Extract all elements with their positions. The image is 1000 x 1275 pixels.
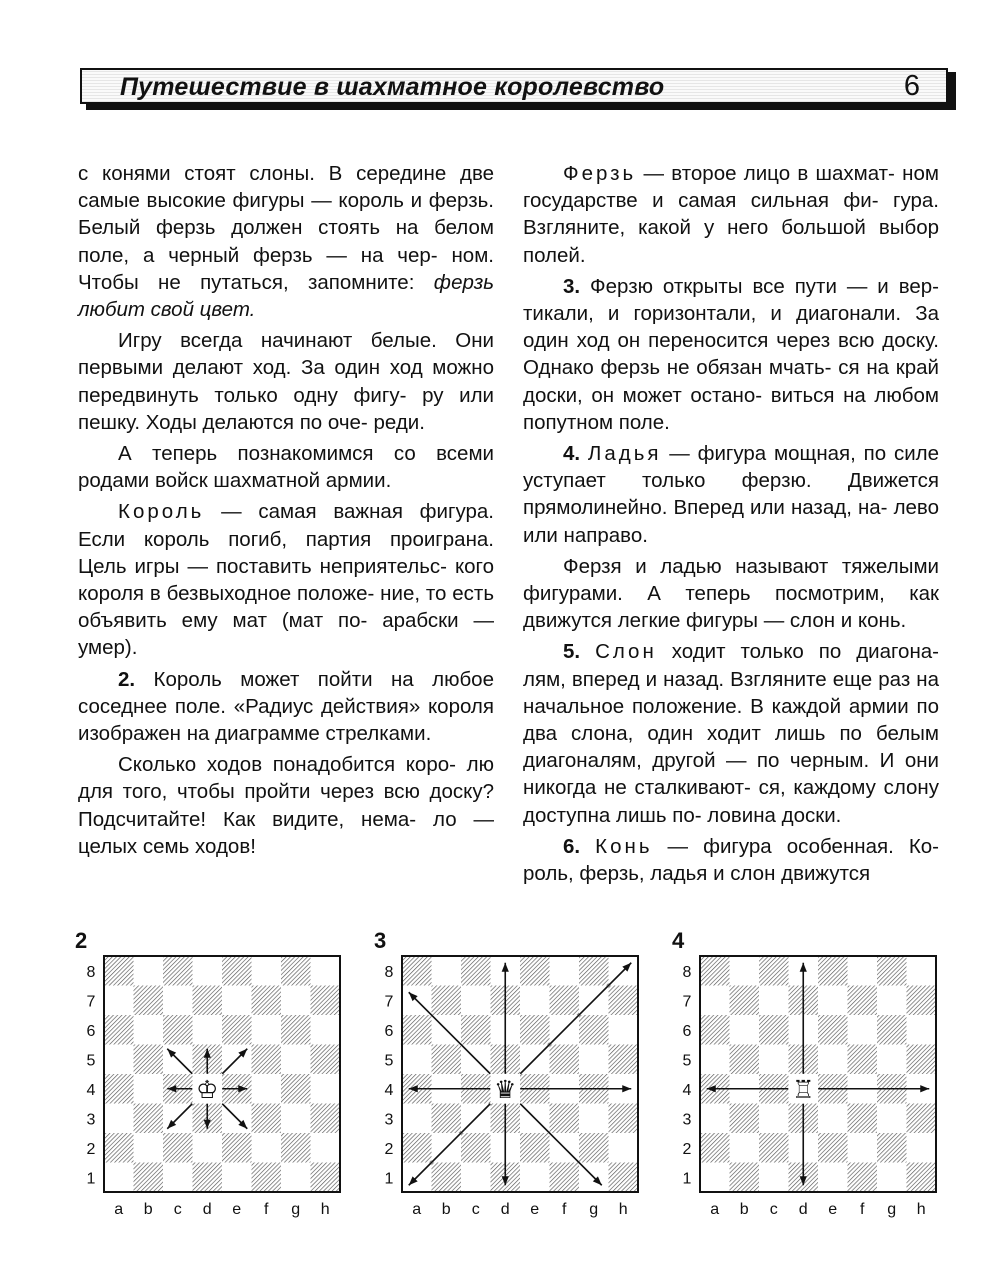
square-f4: [252, 1074, 282, 1104]
square-c2: [461, 1133, 491, 1163]
square-c8: [759, 956, 789, 986]
paragraph-pieces-placement: с конями стоят слоны. В середине две самые высокие фигуры — король и ферзь. Белый ферзь должен стоять на белом поле, а черный ферзь — на чер- ном. Чтобы не путаться, запомните: ферзь любит свой цвет.: [78, 162, 495, 322]
square-a2: [700, 1133, 730, 1163]
paragraph-king-count: Сколько ходов понадобится коро- лю для того, чтобы пройти через всю доску? Подсчитайте! Как видите, нема- ло — целых семь ходов!: [78, 753, 494, 858]
square-f3: [252, 1104, 282, 1134]
square-a5: [104, 1045, 134, 1075]
rank-label-6: 6: [682, 1022, 692, 1040]
file-label-h: h: [320, 1201, 330, 1218]
file-label-h: h: [916, 1201, 926, 1218]
square-c6: [759, 1015, 789, 1045]
square-h7: [609, 986, 639, 1016]
rank-label-8: 8: [682, 963, 692, 981]
square-e7: [520, 986, 550, 1016]
square-b8: [432, 956, 462, 986]
term-rook: Ладья: [587, 442, 662, 466]
square-c1: [163, 1163, 193, 1193]
right-column: [523, 160, 939, 887]
square-f1: [550, 1163, 580, 1193]
rank-label-3: 3: [86, 1111, 96, 1129]
file-label-b: b: [441, 1201, 451, 1218]
square-c8: [163, 956, 193, 986]
square-g2: [877, 1133, 907, 1163]
square-h6: [311, 1015, 341, 1045]
square-b3: [730, 1104, 760, 1134]
file-label-f: f: [860, 1201, 865, 1218]
square-f3: [848, 1104, 878, 1134]
square-h5: [907, 1045, 937, 1075]
square-c7: [163, 986, 193, 1016]
square-f6: [252, 1015, 282, 1045]
left-column: [78, 160, 494, 860]
square-h5: [609, 1045, 639, 1075]
square-h1: [907, 1163, 937, 1193]
square-b6: [134, 1015, 164, 1045]
square-a1: [104, 1163, 134, 1193]
rank-label-2: 2: [384, 1140, 394, 1158]
square-c8: [461, 956, 491, 986]
square-g3: [281, 1104, 311, 1134]
term-knight: Конь: [595, 834, 653, 858]
rank-label-6: 6: [384, 1022, 394, 1040]
rank-label-2: 2: [86, 1140, 96, 1158]
square-a7: [700, 986, 730, 1016]
square-e6: [818, 1015, 848, 1045]
rank-label-5: 5: [86, 1052, 96, 1070]
square-h1: [609, 1163, 639, 1193]
paragraph-king-moves: 2. Король может пойти на любое соседнее поле. «Радиус действия» короля изображен на диаграмме стрелками.: [78, 667, 494, 746]
square-c3: [759, 1104, 789, 1134]
paragraph-queen-moves: 3. Ферзю открыты все пути — и вер- тикали, и горизонтали, и диагонали. За один ход он переносится через всю доску. Однако ферзь не обязан мчать- ся на край доски, он может остано- виться на любом попутном поле.: [523, 274, 940, 434]
square-c1: [461, 1163, 491, 1193]
square-h1: [311, 1163, 341, 1193]
square-b4: [134, 1074, 164, 1104]
square-h6: [907, 1015, 937, 1045]
square-f6: [848, 1015, 878, 1045]
page-number: 6: [903, 70, 920, 102]
file-label-a: a: [412, 1201, 422, 1218]
square-h7: [311, 986, 341, 1016]
square-b7: [432, 986, 462, 1016]
square-b1: [432, 1163, 462, 1193]
square-g8: [579, 956, 609, 986]
square-h4: [311, 1074, 341, 1104]
square-b1: [134, 1163, 164, 1193]
rank-label-7: 7: [384, 993, 394, 1011]
square-g6: [281, 1015, 311, 1045]
square-a8: [104, 956, 134, 986]
paragraph-queen: Ферзь — второе лицо в шахмат- ном государстве и самая сильная фи- гура. Взгляните, какой у него большой выбор полей.: [523, 162, 939, 267]
file-label-b: b: [143, 1201, 153, 1218]
queen-icon: ♛: [494, 1074, 517, 1104]
square-c7: [759, 986, 789, 1016]
file-label-a: a: [710, 1201, 720, 1218]
rank-label-8: 8: [384, 963, 394, 981]
square-c6: [163, 1015, 193, 1045]
square-e1: [818, 1163, 848, 1193]
rank-label-2: 2: [682, 1140, 692, 1158]
rank-label-4: 4: [384, 1081, 394, 1099]
queen-color-rule: ферзь любит свой цвет.: [78, 270, 495, 322]
square-h8: [311, 956, 341, 986]
square-b5: [730, 1045, 760, 1075]
paragraph-bishop: 5. Слон ходит только по диагона- лям, вперед и назад. Взгляните еще раз на начальное положение. В каждой армии по два слона, один ходит лишь по белым диагоналям, другой — по черным. И они никогда не сталкивают- ся, каждому слону доступна лишь по- ловина доски.: [523, 640, 940, 827]
square-a7: [104, 986, 134, 1016]
square-e2: [818, 1133, 848, 1163]
page-header: [80, 68, 948, 104]
square-d7: [193, 986, 223, 1016]
rank-label-3: 3: [384, 1111, 394, 1129]
square-b8: [730, 956, 760, 986]
queen-diagram-board: [370, 950, 640, 1225]
rook-diagram-board: [668, 950, 938, 1225]
diagram-ref-3: 3.: [563, 274, 581, 298]
square-f5: [252, 1045, 282, 1075]
diagram-ref-6: 6.: [563, 834, 581, 858]
square-c5: [759, 1045, 789, 1075]
diagram-number-3: 3: [374, 928, 387, 953]
square-g8: [877, 956, 907, 986]
rank-label-8: 8: [86, 963, 96, 981]
file-label-d: d: [798, 1201, 808, 1218]
square-g6: [579, 1015, 609, 1045]
square-b7: [134, 986, 164, 1016]
square-d8: [193, 956, 223, 986]
file-label-c: c: [769, 1201, 778, 1218]
rank-label-1: 1: [682, 1170, 692, 1188]
square-f3: [550, 1104, 580, 1134]
file-label-d: d: [500, 1201, 510, 1218]
rank-label-7: 7: [86, 993, 96, 1011]
rank-label-5: 5: [682, 1052, 692, 1070]
square-b5: [432, 1045, 462, 1075]
square-c2: [163, 1133, 193, 1163]
square-g8: [281, 956, 311, 986]
square-h2: [311, 1133, 341, 1163]
square-b7: [730, 986, 760, 1016]
square-f8: [848, 956, 878, 986]
diagram-number-4: 4: [672, 928, 685, 953]
rank-label-5: 5: [384, 1052, 394, 1070]
square-b1: [730, 1163, 760, 1193]
square-f7: [550, 986, 580, 1016]
term-bishop: Слон: [595, 640, 657, 664]
paragraph-white-first: Игру всегда начинают белые. Они первыми делают ход. За один ход можно передвинуть только одну фигу- ру или пешку. Ходы делаются по оче- реди.: [78, 329, 495, 434]
king-diagram-board: [72, 950, 342, 1225]
square-d2: [193, 1133, 223, 1163]
file-label-g: g: [291, 1201, 301, 1218]
rank-label-3: 3: [682, 1111, 692, 1129]
square-e2: [222, 1133, 252, 1163]
square-g7: [877, 986, 907, 1016]
square-g3: [877, 1104, 907, 1134]
file-label-c: c: [173, 1201, 182, 1218]
square-f2: [848, 1133, 878, 1163]
square-a2: [104, 1133, 134, 1163]
square-g4: [281, 1074, 311, 1104]
file-label-d: d: [202, 1201, 212, 1218]
diagram-ref-4: 4.: [563, 442, 581, 466]
file-label-g: g: [887, 1201, 897, 1218]
diagram-ref-5: 5.: [563, 640, 581, 664]
paragraph-heavy-light: Ферзя и ладью называют тяжелыми фигурами. А теперь посмотрим, как движутся легкие фигуры — слон и конь.: [523, 554, 939, 633]
square-g5: [579, 1045, 609, 1075]
square-c7: [461, 986, 491, 1016]
square-a6: [104, 1015, 134, 1045]
square-g7: [281, 986, 311, 1016]
square-f7: [252, 986, 282, 1016]
file-label-e: e: [232, 1201, 242, 1218]
square-h3: [311, 1104, 341, 1134]
diagram-number-2: 2: [75, 928, 88, 953]
square-e6: [222, 1015, 252, 1045]
rank-label-4: 4: [682, 1081, 692, 1099]
square-a3: [402, 1104, 432, 1134]
square-a6: [402, 1015, 432, 1045]
square-a4: [104, 1074, 134, 1104]
square-g5: [281, 1045, 311, 1075]
file-label-e: e: [530, 1201, 540, 1218]
square-g2: [579, 1133, 609, 1163]
square-f2: [252, 1133, 282, 1163]
square-b2: [730, 1133, 760, 1163]
square-f1: [252, 1163, 282, 1193]
square-e7: [222, 986, 252, 1016]
square-a8: [402, 956, 432, 986]
square-h3: [907, 1104, 937, 1134]
king-icon: ♔: [196, 1074, 219, 1104]
square-f1: [848, 1163, 878, 1193]
square-e6: [520, 1015, 550, 1045]
square-h3: [609, 1104, 639, 1134]
square-d1: [193, 1163, 223, 1193]
rank-label-4: 4: [86, 1081, 96, 1099]
square-h2: [907, 1133, 937, 1163]
square-e8: [520, 956, 550, 986]
term-queen: Ферзь: [563, 162, 637, 185]
square-c2: [759, 1133, 789, 1163]
rank-label-1: 1: [86, 1170, 96, 1188]
square-a6: [700, 1015, 730, 1045]
square-c1: [759, 1163, 789, 1193]
square-f7: [848, 986, 878, 1016]
square-e1: [222, 1163, 252, 1193]
square-e1: [520, 1163, 550, 1193]
square-e5: [818, 1045, 848, 1075]
rank-label-1: 1: [384, 1170, 394, 1188]
square-b8: [134, 956, 164, 986]
square-g6: [877, 1015, 907, 1045]
paragraph-intro-army: А теперь познакомимся со всеми родами войск шахматной армии.: [78, 442, 494, 493]
paragraph-king: Король — самая важная фигура. Если король погиб, партия проиграна. Цель игры — поставить неприятельс- кого короля в безвыходное положе- ние, то есть объявить ему мат (мат по- арабски — умер).: [78, 500, 494, 660]
square-f5: [848, 1045, 878, 1075]
square-a1: [700, 1163, 730, 1193]
square-g1: [877, 1163, 907, 1193]
square-h2: [609, 1133, 639, 1163]
square-e7: [818, 986, 848, 1016]
square-e2: [520, 1133, 550, 1163]
file-label-f: f: [562, 1201, 567, 1218]
square-b5: [134, 1045, 164, 1075]
square-e8: [222, 956, 252, 986]
square-f5: [550, 1045, 580, 1075]
rook-icon: ♖: [792, 1074, 815, 1104]
square-h7: [907, 986, 937, 1016]
square-b3: [432, 1104, 462, 1134]
square-f8: [550, 956, 580, 986]
square-c6: [461, 1015, 491, 1045]
file-label-c: c: [471, 1201, 480, 1218]
file-label-h: h: [618, 1201, 628, 1218]
diagram-ref-2: 2.: [118, 667, 136, 691]
term-king: Король: [118, 500, 205, 524]
square-a2: [402, 1133, 432, 1163]
file-label-e: e: [828, 1201, 838, 1218]
square-e3: [818, 1104, 848, 1134]
square-a8: [700, 956, 730, 986]
file-label-a: a: [114, 1201, 124, 1218]
square-e8: [818, 956, 848, 986]
file-label-g: g: [589, 1201, 599, 1218]
book-title: Путешествие в шахматное королевство: [120, 73, 665, 101]
rank-label-6: 6: [86, 1022, 96, 1040]
paragraph-knight: 6. Конь — фигура особенная. Ко- роль, ферзь, ладья и слон движутся: [523, 834, 939, 886]
square-b2: [134, 1133, 164, 1163]
paragraph-rook: 4. Ладья — фигура мощная, по силе уступает только ферзю. Движется прямолинейно. Вперед или назад, на- лево или направо.: [523, 442, 940, 547]
square-f8: [252, 956, 282, 986]
square-g5: [877, 1045, 907, 1075]
square-b3: [134, 1104, 164, 1134]
square-g1: [281, 1163, 311, 1193]
square-g3: [579, 1104, 609, 1134]
square-a3: [700, 1104, 730, 1134]
square-g2: [281, 1133, 311, 1163]
rank-label-7: 7: [682, 993, 692, 1011]
square-h8: [907, 956, 937, 986]
file-label-f: f: [264, 1201, 269, 1218]
square-h6: [609, 1015, 639, 1045]
square-h5: [311, 1045, 341, 1075]
square-a5: [402, 1045, 432, 1075]
square-b6: [730, 1015, 760, 1045]
file-label-b: b: [739, 1201, 749, 1218]
square-a5: [700, 1045, 730, 1075]
square-d6: [193, 1015, 223, 1045]
square-a3: [104, 1104, 134, 1134]
